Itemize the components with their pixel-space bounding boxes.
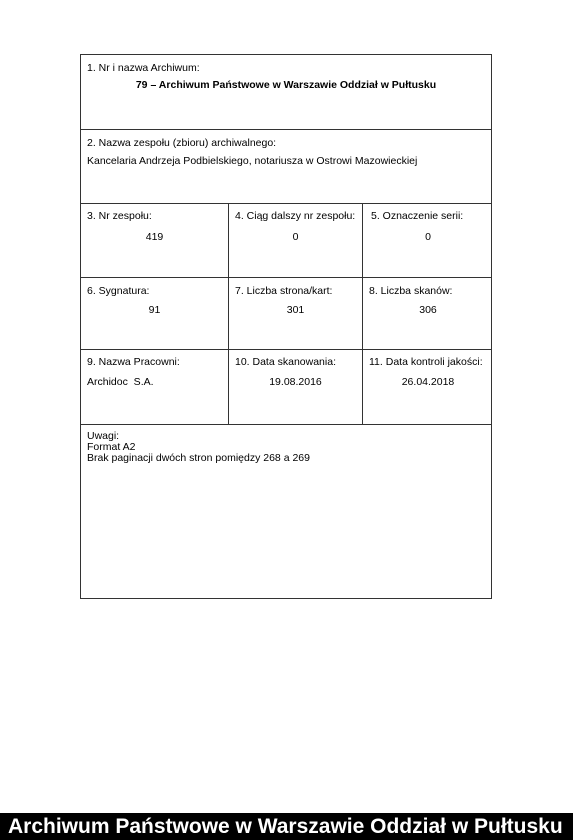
signature-label: 6. Sygnatura: [87, 285, 150, 297]
notes-label: Uwagi: [87, 430, 120, 442]
series-cell [363, 204, 493, 277]
series-label: 5. Oznaczenie serii: [371, 210, 464, 222]
scans-cell [363, 278, 493, 349]
signature-cell [81, 278, 229, 349]
scans-label: 8. Liczba skanów: [369, 285, 453, 297]
qc-date-value: 26.04.2018 [401, 376, 455, 388]
fonds-number-label: 3. Nr zespołu: [87, 210, 152, 222]
pages-cell [229, 278, 363, 349]
fonds-continuation-value: 0 [292, 231, 299, 243]
footer-banner [0, 813, 573, 840]
fonds-name-value: Kancelaria Andrzeja Podbielskiego, notariusza w Ostrowi Mazowieckiej [87, 155, 418, 167]
workshop-row [81, 350, 491, 425]
signature-row [81, 278, 491, 350]
fonds-name-row [81, 130, 491, 204]
pages-value: 301 [286, 304, 305, 316]
fonds-number-value: 419 [145, 231, 164, 243]
notes-row [81, 425, 491, 598]
workshop-value: Archidoc S.A. [87, 376, 154, 388]
scan-date-cell [229, 350, 363, 424]
scans-value: 306 [419, 304, 437, 316]
fonds-number-cell [81, 204, 229, 277]
footer-text: Archiwum Państwowe w Warszawie Oddział w Pułtusku [8, 815, 563, 838]
fonds-name-label: 2. Nazwa zespołu (zbioru) archiwalnego: [87, 137, 277, 149]
notes-line: Format A2 [87, 441, 136, 453]
series-value: 0 [425, 231, 431, 243]
scan-date-value: 19.08.2016 [269, 376, 322, 388]
fonds-number-row [81, 204, 491, 278]
qc-date-label: 11. Data kontroli jakości: [369, 356, 483, 368]
notes-line: Brak paginacji dwóch stron pomiędzy 268 a 269 [87, 452, 310, 464]
archive-value: 79 – Archiwum Państwowe w Warszawie Oddział w Pułtusku [135, 79, 437, 91]
workshop-label: 9. Nazwa Pracowni: [87, 356, 180, 368]
qc-date-cell [363, 350, 493, 424]
scan-metadata-form [80, 54, 492, 599]
workshop-cell [81, 350, 229, 424]
notes-block [87, 431, 310, 464]
signature-value: 91 [148, 304, 161, 316]
archive-label: 1. Nr i nazwa Archiwum: [87, 62, 200, 74]
pages-label: 7. Liczba strona/kart: [235, 285, 333, 297]
archive-row [81, 55, 491, 130]
fonds-continuation-cell [229, 204, 363, 277]
fonds-continuation-label: 4. Ciąg dalszy nr zespołu: [235, 210, 356, 222]
scan-date-label: 10. Data skanowania: [235, 356, 336, 368]
